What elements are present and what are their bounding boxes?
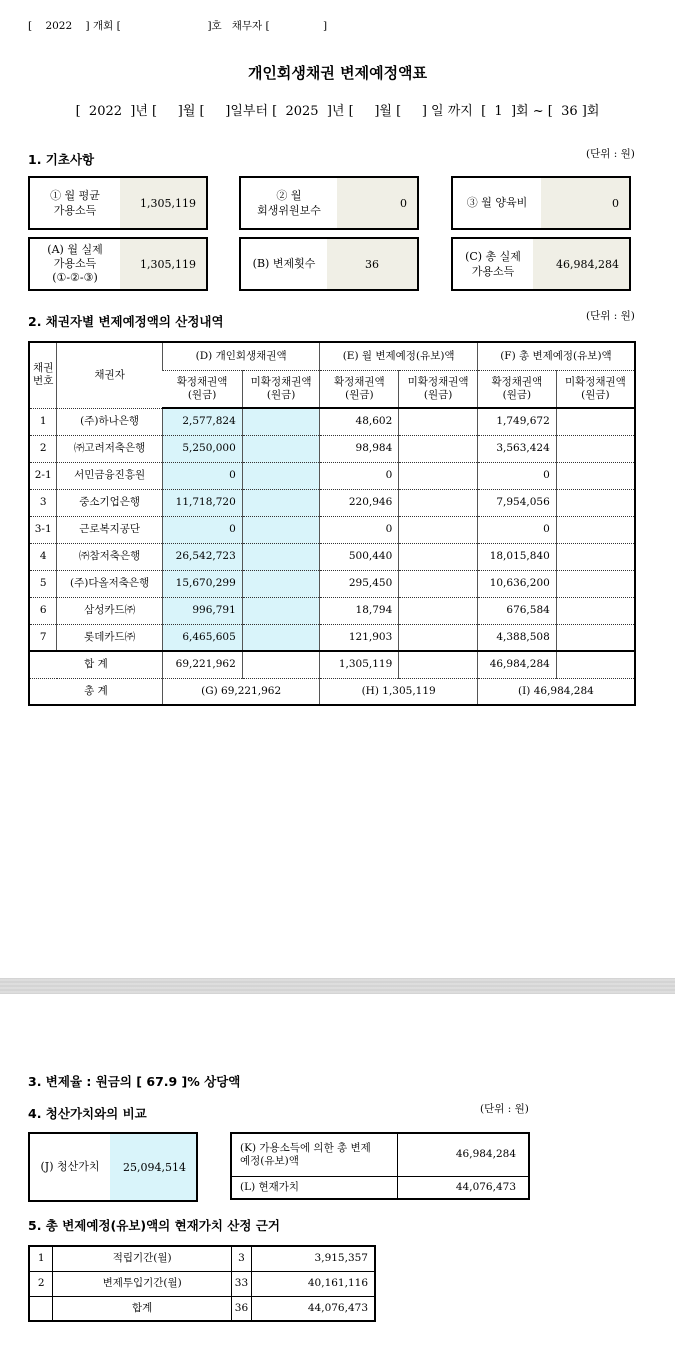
sum-e: 1,305,119 <box>320 651 399 678</box>
row-e-confirmed: 0 <box>320 462 399 489</box>
table-row <box>29 624 635 651</box>
section-3-title: 3. 변제율 : 원금의 [ 67.9 ]% 상당액 <box>28 1074 241 1089</box>
pv-sum-no <box>29 1296 53 1321</box>
row-e-confirmed: 500,440 <box>320 543 399 570</box>
row-f-unconfirmed <box>556 408 635 435</box>
section-1-title: 1. 기초사항 <box>28 152 95 167</box>
header-d-confirmed: 확정채권액 (원금) <box>162 370 242 408</box>
row-e-confirmed: 98,984 <box>320 435 399 462</box>
repay-count-box <box>239 237 419 291</box>
table-row <box>29 543 635 570</box>
row-e-confirmed: 121,903 <box>320 624 399 651</box>
sum-label: 합 계 <box>29 651 162 678</box>
row-e-unconfirmed <box>399 516 478 543</box>
row-no: 3-1 <box>29 516 57 543</box>
row-f-confirmed: 10,636,200 <box>477 570 556 597</box>
row-e-confirmed: 18,794 <box>320 597 399 624</box>
header-f-confirmed: 확정채권액 (원금) <box>477 370 556 408</box>
row-no: 1 <box>29 408 57 435</box>
row-f-unconfirmed <box>556 435 635 462</box>
table-row <box>29 489 635 516</box>
child-support-label: ③ 월 양육비 <box>466 196 528 210</box>
row-d-confirmed: 15,670,299 <box>162 570 242 597</box>
liquidation-value: 25,094,514 <box>110 1134 196 1200</box>
row-creditor: ㈜고려저축은행 <box>57 435 162 462</box>
table-row <box>29 516 635 543</box>
row-f-confirmed: 3,563,424 <box>477 435 556 462</box>
avg-income-value: 1,305,119 <box>120 178 206 228</box>
child-support-value: 0 <box>541 178 629 228</box>
pv-sum-row <box>29 1296 375 1321</box>
sum-e-unconfirmed <box>399 651 478 678</box>
row-e-unconfirmed <box>399 597 478 624</box>
liquidation-label: (J) 청산가치 <box>40 1160 100 1174</box>
row-d-confirmed: 11,718,720 <box>162 489 242 516</box>
row-d-unconfirmed <box>242 624 320 651</box>
row-e-unconfirmed <box>399 489 478 516</box>
header-no: 채권 번호 <box>29 342 57 408</box>
trustee-fee-value: 0 <box>337 178 417 228</box>
k-label: (K) 가용소득에 의한 총 변제 예정(유보)액 <box>231 1133 398 1176</box>
sum-f: 46,984,284 <box>477 651 556 678</box>
row-d-confirmed: 26,542,723 <box>162 543 242 570</box>
row-d-confirmed: 6,465,605 <box>162 624 242 651</box>
header-e-group: (E) 월 변제예정(유보)액 <box>320 342 477 370</box>
pv-row-label: 적립기간(월) <box>53 1246 232 1271</box>
row-creditor: (주)다올저축은행 <box>57 570 162 597</box>
pv-row-no: 1 <box>29 1246 53 1271</box>
header-d-group: (D) 개인회생채권액 <box>162 342 320 370</box>
table-row <box>29 462 635 489</box>
row-e-confirmed: 220,946 <box>320 489 399 516</box>
header-creditor: 채권자 <box>57 342 162 408</box>
total-i: (I) 46,984,284 <box>477 678 635 705</box>
row-e-unconfirmed <box>399 543 478 570</box>
creditor-table <box>28 341 636 706</box>
row-d-unconfirmed <box>242 516 320 543</box>
row-creditor: 근로복지공단 <box>57 516 162 543</box>
header-f-unconfirmed: 미확정채권액 (원금) <box>556 370 635 408</box>
sum-d-unconfirmed <box>242 651 320 678</box>
actual-income-value: 1,305,119 <box>120 239 206 289</box>
section-5-title: 5. 총 변제예정(유보)액의 현재가치 산정 근거 <box>28 1218 280 1233</box>
pv-row-no: 2 <box>29 1271 53 1296</box>
total-label: 총 계 <box>84 684 108 697</box>
total-income-box <box>451 237 631 291</box>
row-f-unconfirmed <box>556 489 635 516</box>
row-e-unconfirmed <box>399 570 478 597</box>
sum-row <box>29 651 635 678</box>
header-f-group: (F) 총 변제예정(유보)액 <box>477 342 635 370</box>
row-creditor: (주)하나은행 <box>57 408 162 435</box>
row-f-unconfirmed <box>556 624 635 651</box>
sum-d: 69,221,962 <box>162 651 242 678</box>
total-income-label: (C) 총 실제 가용소득 <box>465 249 521 278</box>
avg-income-box <box>28 176 208 230</box>
row-no: 2-1 <box>29 462 57 489</box>
row-e-unconfirmed <box>399 462 478 489</box>
row-d-confirmed: 0 <box>162 516 242 543</box>
row-f-confirmed: 676,584 <box>477 597 556 624</box>
row-creditor: 롯데카드㈜ <box>57 624 162 651</box>
l-label: (L) 현재가치 <box>231 1176 398 1199</box>
row-f-unconfirmed <box>556 597 635 624</box>
table-row <box>29 1271 375 1296</box>
pv-row-amount: 40,161,116 <box>251 1271 375 1296</box>
pv-row-amount: 3,915,357 <box>251 1246 375 1271</box>
row-d-unconfirmed <box>242 462 320 489</box>
repay-count-value: 36 <box>327 239 417 289</box>
row-d-confirmed: 996,791 <box>162 597 242 624</box>
k-value: 46,984,284 <box>398 1133 529 1176</box>
pv-sum-amount: 44,076,473 <box>251 1296 375 1321</box>
row-no: 5 <box>29 570 57 597</box>
row-no: 6 <box>29 597 57 624</box>
row-no: 4 <box>29 543 57 570</box>
row-e-unconfirmed <box>399 408 478 435</box>
pv-row-months: 33 <box>232 1271 252 1296</box>
row-creditor: 서민금융진흥원 <box>57 462 162 489</box>
section-2-title: 2. 채권자별 변제예정액의 산정내역 <box>28 314 224 329</box>
sum-f-unconfirmed <box>556 651 635 678</box>
row-no: 7 <box>29 624 57 651</box>
row-e-unconfirmed <box>399 624 478 651</box>
row-d-confirmed: 5,250,000 <box>162 435 242 462</box>
row-d-unconfirmed <box>242 408 320 435</box>
repayment-period: [ 2022 ]년 [ ]월 [ ]일부터 [ 2025 ]년 [ ]월 [ ] 일 까지 [ 1 ]회 ~ [ 36 ]회 <box>75 104 600 119</box>
document-title: 개인회생채권 변제예정액표 <box>247 64 428 82</box>
l-value: 44,076,473 <box>455 1180 516 1193</box>
section-4-unit: (단위 : 원) <box>480 1103 529 1115</box>
row-f-confirmed: 0 <box>477 516 556 543</box>
trustee-fee-label: ② 월 회생위원보수 <box>257 188 321 217</box>
row-f-confirmed: 4,388,508 <box>477 624 556 651</box>
table-row <box>29 570 635 597</box>
trustee-fee-box <box>239 176 419 230</box>
child-support-box <box>451 176 631 230</box>
row-f-confirmed: 1,749,672 <box>477 408 556 435</box>
row-f-unconfirmed <box>556 516 635 543</box>
present-value-table <box>28 1245 376 1322</box>
table-row <box>29 597 635 624</box>
row-d-unconfirmed <box>242 597 320 624</box>
row-d-unconfirmed <box>242 435 320 462</box>
row-f-unconfirmed <box>556 570 635 597</box>
row-creditor: 삼성카드㈜ <box>57 597 162 624</box>
pv-sum-label: 합계 <box>53 1296 232 1321</box>
row-creditor: ㈜참저축은행 <box>57 543 162 570</box>
row-d-unconfirmed <box>242 570 320 597</box>
header-e-confirmed: 확정채권액 (원금) <box>320 370 399 408</box>
actual-income-box <box>28 237 208 291</box>
total-g: (G) 69,221,962 <box>162 678 320 705</box>
pv-sum-months: 36 <box>232 1296 252 1321</box>
case-number-line: [ 2022 ] 개회 [ ]호 채무자 [ ] <box>28 20 328 32</box>
row-no: 3 <box>29 489 57 516</box>
section-4-title: 4. 청산가치와의 비교 <box>28 1106 147 1121</box>
row-e-confirmed: 48,602 <box>320 408 399 435</box>
row-f-unconfirmed <box>556 462 635 489</box>
table-row <box>29 408 635 435</box>
row-d-unconfirmed <box>242 489 320 516</box>
section-1-unit: (단위 : 원) <box>586 148 635 160</box>
row-no: 2 <box>29 435 57 462</box>
pv-row-label: 변제투입기간(월) <box>53 1271 232 1296</box>
row-e-unconfirmed <box>399 435 478 462</box>
row-e-confirmed: 295,450 <box>320 570 399 597</box>
liquidation-box <box>28 1132 198 1202</box>
actual-income-label: (A) 월 실제 가용소득 (①-②-③) <box>47 242 103 285</box>
repay-count-label: (B) 변제횟수 <box>252 257 316 271</box>
row-f-unconfirmed <box>556 543 635 570</box>
table-row <box>29 435 635 462</box>
pv-row-months: 3 <box>232 1246 252 1271</box>
avg-income-label: ① 월 평균 가용소득 <box>50 188 100 217</box>
total-income-value: 46,984,284 <box>533 239 629 289</box>
row-e-confirmed: 0 <box>320 516 399 543</box>
table-row <box>29 1246 375 1271</box>
row-d-unconfirmed <box>242 543 320 570</box>
section-2-unit: (단위 : 원) <box>586 310 635 322</box>
page-break <box>0 978 675 994</box>
header-d-unconfirmed: 미확정채권액 (원금) <box>242 370 320 408</box>
row-creditor: 중소기업은행 <box>57 489 162 516</box>
total-h: (H) 1,305,119 <box>320 678 477 705</box>
row-f-confirmed: 18,015,840 <box>477 543 556 570</box>
row-d-confirmed: 0 <box>162 462 242 489</box>
header-e-unconfirmed: 미확정채권액 (원금) <box>399 370 478 408</box>
row-f-confirmed: 7,954,056 <box>477 489 556 516</box>
row-d-confirmed: 2,577,824 <box>162 408 242 435</box>
comparison-table <box>230 1132 530 1200</box>
row-f-confirmed: 0 <box>477 462 556 489</box>
total-row <box>29 678 635 705</box>
